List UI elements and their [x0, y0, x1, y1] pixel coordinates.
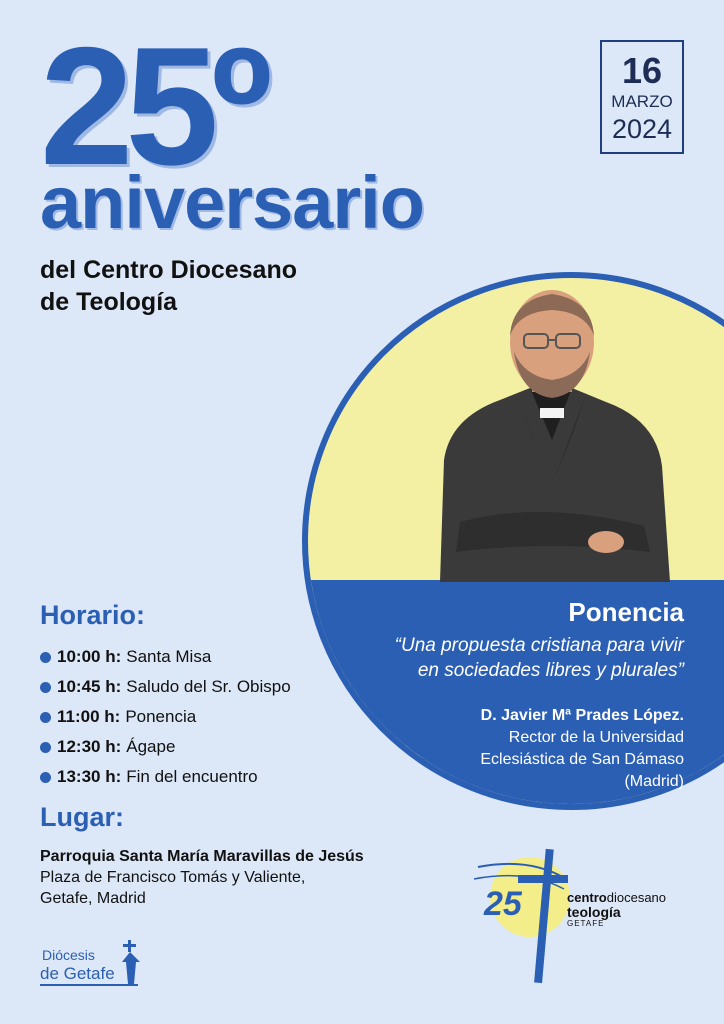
ponencia-quote — [324, 633, 684, 683]
speaker-photo — [430, 290, 674, 582]
cdt-word-centro: centro — [567, 890, 607, 905]
schedule-event: Ágape — [126, 737, 176, 756]
cdt-word-teologia: teología — [567, 904, 621, 920]
cdt-word-getafe: GETAFE — [567, 919, 605, 928]
subtitle — [40, 254, 297, 318]
speaker-name: D. Javier Mª Prades López. — [480, 707, 684, 724]
schedule-time: 10:45 h: — [57, 677, 122, 696]
schedule-time: 10:00 h: — [57, 647, 122, 666]
venue-info — [40, 846, 364, 909]
schedule-list — [40, 642, 291, 792]
venue-name: Parroquia Santa María Maravillas de Jesús — [40, 848, 364, 865]
subtitle-line-2: de Teología — [40, 288, 178, 316]
schedule-item — [40, 642, 291, 672]
schedule-time: 11:00 h: — [57, 707, 121, 726]
schedule-item — [40, 702, 291, 732]
schedule-time: 13:30 h: — [57, 767, 122, 786]
diocese-logo — [40, 940, 150, 990]
quote-line-2: en sociedades libres y plurales” — [417, 660, 684, 681]
schedule-item — [40, 732, 291, 762]
schedule-event: Saludo del Sr. Obispo — [126, 677, 291, 696]
speaker-role-3: (Madrid) — [624, 773, 684, 790]
bullet-icon — [40, 652, 51, 663]
diocese-line-1: Diócesis — [42, 947, 95, 963]
venue-address-1: Plaza de Francisco Tomás y Valiente, — [40, 869, 306, 886]
lugar-title: Lugar: — [40, 802, 124, 832]
anniversary-title: aniversario — [40, 161, 424, 244]
schedule-event: Santa Misa — [126, 647, 212, 666]
logo-underline — [40, 984, 138, 986]
schedule-event: Ponencia — [125, 707, 197, 726]
date-day: 16 — [621, 50, 663, 91]
speaker-role-2: Eclesiástica de San Dámaso — [480, 751, 684, 768]
schedule-item — [40, 672, 291, 702]
bullet-icon — [40, 742, 51, 753]
date-month: MARZO — [611, 92, 673, 111]
cdt-logo — [470, 845, 690, 985]
cdt-word-diocesano: diocesano — [606, 890, 667, 905]
schedule-event: Fin del encuentro — [126, 767, 258, 786]
schedule-time: 12:30 h: — [57, 737, 122, 756]
date-box — [600, 40, 684, 154]
speaker-role-1: Rector de la Universidad — [508, 729, 684, 746]
anniversary-number: 25º — [40, 12, 265, 200]
bullet-icon — [40, 772, 51, 783]
date-year: 2024 — [611, 114, 673, 144]
cross-figure-icon — [118, 940, 142, 984]
venue-address-2: Getafe, Madrid — [40, 890, 146, 907]
ponencia-title: Ponencia — [568, 597, 684, 627]
cdt-text-1 — [567, 890, 666, 905]
schedule-item — [40, 762, 291, 792]
speaker-info — [394, 705, 684, 793]
horario-title: Horario: — [40, 600, 146, 630]
bullet-icon — [40, 682, 51, 693]
bullet-icon — [40, 712, 51, 723]
quote-line-1: “Una propuesta cristiana para vivir — [394, 635, 684, 656]
diocese-line-2: de Getafe — [40, 964, 115, 983]
cdt-number: 25 — [484, 885, 522, 923]
subtitle-line-1: del Centro Diocesano — [40, 256, 297, 284]
